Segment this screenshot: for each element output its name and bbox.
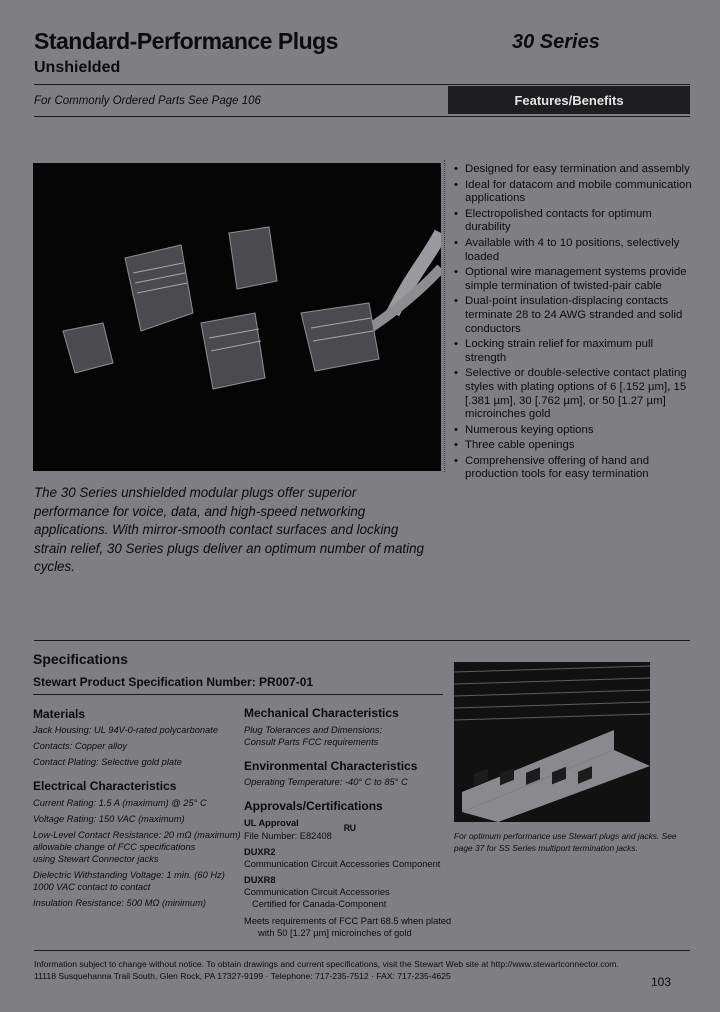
spec-line: Contact Plating: Selective gold plate <box>33 757 182 767</box>
spec-line: 1000 VAC contact to contact <box>33 882 151 892</box>
spec-line: Low-Level Contact Resistance: 20 mΩ (maximum) <box>33 830 241 840</box>
ul-approval-label: UL Approval <box>244 818 299 828</box>
jack-array-illustration <box>454 662 650 822</box>
footer-rule <box>34 950 690 951</box>
fcc-text: with 50 [1.27 µm] microinches of gold <box>258 928 412 938</box>
features-heading: Features/Benefits <box>448 86 690 114</box>
feature-item: • Locking strain relief for maximum pull strength <box>454 338 694 365</box>
feature-item: • Ideal for datacom and mobile communication applications <box>454 179 694 206</box>
spec-line: Operating Temperature: -40° C to 85° C <box>244 777 408 787</box>
spec-line: using Stewart Connector jacks <box>33 854 159 864</box>
feature-item: • Optional wire management systems provide simple termination of twisted-pair cable <box>454 266 694 293</box>
footer-notice <box>34 958 619 982</box>
column-divider <box>444 160 445 472</box>
features-list <box>454 163 694 484</box>
duxr2-text: Communication Circuit Accessories Component <box>244 859 441 869</box>
page-title: Standard-Performance Plugs <box>34 28 338 54</box>
page-subtitle: Unshielded <box>34 59 121 76</box>
feature-item: • Selective or double-selective contact plating styles with plating options of 6 [.152 µm], 15 [.381 µm], 30 [.762 µm], or 50 [1.27 µm] microinches gold <box>454 367 694 421</box>
spec-line: Consult Parts FCC requirements <box>244 737 379 747</box>
feature-item: • Electropolished contacts for optimum durability <box>454 208 694 235</box>
duxr8-text: Certified for Canada-Component <box>252 899 387 909</box>
mechanical-heading: Mechanical Characteristics <box>244 706 399 720</box>
ul-recognized-mark: ᴿᵁ <box>344 822 356 837</box>
electrical-heading: Electrical Characteristics <box>33 779 177 793</box>
approvals-heading: Approvals/Certifications <box>244 799 383 813</box>
top-rule <box>34 84 690 85</box>
photo-caption: For optimum performance use Stewart plugs and jacks. See page 37 for SS Series multiport termination jacks. <box>454 831 677 853</box>
duxr8-label: DUXR8 <box>244 875 276 885</box>
spec-line: Voltage Rating: 150 VAC (maximum) <box>33 814 185 824</box>
spec-line: Plug Tolerances and Dimensions: <box>244 725 383 735</box>
product-photo <box>33 163 441 471</box>
page-number: 103 <box>651 975 672 989</box>
spec-line: Jack Housing: UL 94V-0-rated polycarbonate <box>33 725 219 735</box>
spec-line: Current Rating: 1.5 A (maximum) @ 25° C <box>33 798 207 808</box>
environmental-heading: Environmental Characteristics <box>244 759 418 773</box>
multiport-jack-photo <box>454 662 650 822</box>
series-label: 30 Series <box>512 31 600 53</box>
feature-item: • Comprehensive offering of hand and production tools for easy termination <box>454 455 694 482</box>
spec-rule <box>33 694 443 695</box>
header-bottom-rule <box>34 116 690 117</box>
fcc-text: Meets requirements of FCC Part 68.5 when plated <box>244 916 452 926</box>
feature-item: • Numerous keying options <box>454 424 694 438</box>
spec-number: Stewart Product Specification Number: PR007-01 <box>33 675 314 689</box>
duxr2-label: DUXR2 <box>244 847 276 857</box>
specifications-heading: Specifications <box>33 651 128 667</box>
footer-line: Information subject to change without notice. To obtain drawings and current specifications, visit the Stewart Web site at http://www.stewartconnector.com. <box>34 959 619 969</box>
duxr8-text: Communication Circuit Accessories <box>244 887 390 897</box>
footer-line: 11118 Susquehanna Trail South, Glen Rock, PA 17327-9199 · Telephone: 717-235-7512 · FAX: 717-235-4625 <box>34 971 451 981</box>
spec-line: allowable change of FCC specifications <box>33 842 196 852</box>
feature-item: • Designed for easy termination and assembly <box>454 163 694 177</box>
spec-line: Insulation Resistance: 500 MΩ (minimum) <box>33 898 206 908</box>
feature-item: • Three cable openings <box>454 439 694 453</box>
intro-paragraph: The 30 Series unshielded modular plugs offer superior performance for voice, data, and high-speed networking applications. With mirror-smooth contact surfaces and locking strain relief, 30 Series plugs deliver an optimum number of mating cycles. <box>34 485 425 575</box>
ul-file-number: File Number: E82408 <box>244 831 332 841</box>
feature-item: • Available with 4 to 10 positions, selectively loaded <box>454 237 694 264</box>
ordered-parts-note: For Commonly Ordered Parts See Page 106 <box>34 95 261 107</box>
spec-line: Contacts: Copper alloy <box>33 741 128 751</box>
feature-item: • Dual-point insulation-displacing contacts terminate 28 to 24 AWG stranded and solid conductors <box>454 295 694 336</box>
plug-photo-illustration <box>33 163 441 471</box>
materials-heading: Materials <box>33 707 86 721</box>
spec-line: Dielectric Withstanding Voltage: 1 min. (60 Hz) <box>33 870 225 880</box>
specs-top-rule <box>34 640 690 641</box>
